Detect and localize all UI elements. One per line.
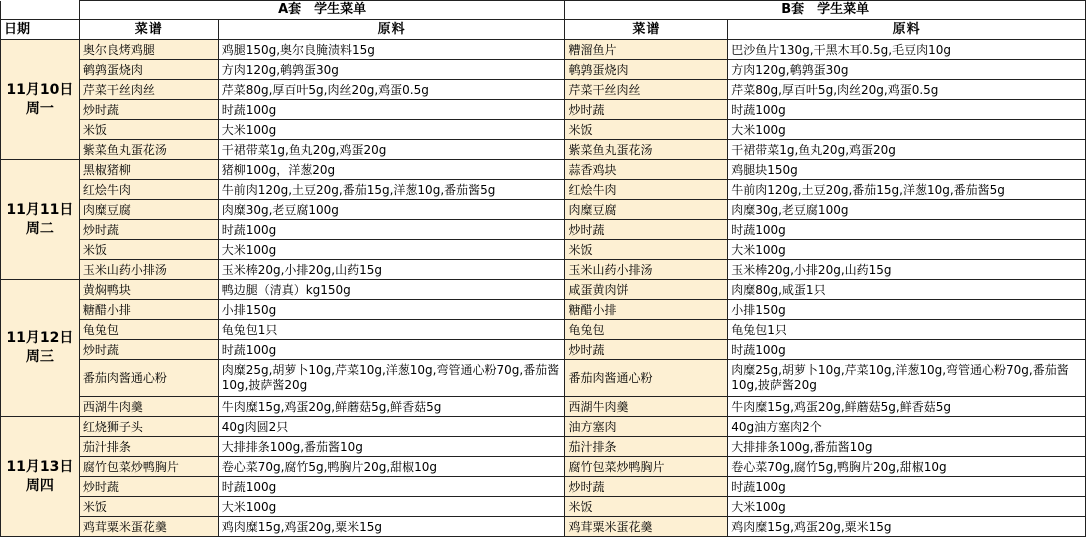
b-dish-cell[interactable]: 炒时蔬: [565, 340, 728, 360]
menu-row: [1, 417, 1086, 437]
menu-row: [1, 320, 1086, 340]
b-dish-cell[interactable]: 咸蛋黄肉饼: [565, 280, 728, 300]
a-ingredients-column-header[interactable]: 原料: [218, 20, 565, 40]
date-cell[interactable]: [1, 417, 80, 537]
b-dish-cell[interactable]: 紫菜鱼丸蛋花汤: [565, 140, 728, 160]
a-ingredients-cell[interactable]: 大排排条100g,番茄酱10g: [218, 437, 565, 457]
b-dish-cell[interactable]: 鹌鹑蛋烧肉: [565, 60, 728, 80]
menu-row: [1, 457, 1086, 477]
a-dish-cell[interactable]: 西湖牛肉羹: [79, 397, 218, 417]
weekday-label: 周四: [25, 477, 54, 494]
b-ingredients-cell[interactable]: 肉糜80g,咸蛋1只: [728, 280, 1086, 300]
b-ingredients-cell[interactable]: 鸡腿块150g: [728, 160, 1086, 180]
date-label: 11月12日: [6, 330, 74, 346]
date-label: 11月13日: [6, 458, 74, 475]
a-ingredients-cell[interactable]: 龟兔包1只: [218, 320, 565, 340]
a-dish-cell[interactable]: 红烩牛肉: [79, 180, 218, 200]
date-column-header[interactable]: 日期: [1, 20, 80, 40]
menu-row: [1, 360, 1086, 397]
a-dish-cell[interactable]: 玉米山药小排汤: [79, 260, 218, 280]
b-ingredients-cell[interactable]: 龟兔包1只: [728, 320, 1086, 340]
a-ingredients-cell[interactable]: 牛肉糜15g,鸡蛋20g,鲜蘑菇5g,鲜香菇5g: [218, 397, 565, 417]
menu-sheet-body: [1, 1, 1086, 537]
b-dish-cell[interactable]: 米饭: [565, 240, 728, 260]
b-ingredients-column-header[interactable]: 原料: [728, 20, 1086, 40]
menu-row: [1, 180, 1086, 200]
a-dish-cell[interactable]: 米饭: [79, 120, 218, 140]
a-dish-cell[interactable]: 红烧狮子头: [79, 417, 218, 437]
b-dish-cell[interactable]: 炒时蔬: [565, 100, 728, 120]
menu-row: [1, 160, 1086, 180]
b-ingredients-cell[interactable]: 小排150g: [728, 300, 1086, 320]
a-dish-cell[interactable]: 鸡茸粟米蛋花羹: [79, 517, 218, 537]
a-ingredients-cell[interactable]: 肉糜25g,胡萝卜10g,芹菜10g,洋葱10g,弯管通心粉70g,番茄酱10g,披萨酱20g: [218, 360, 565, 397]
menu-row: [1, 280, 1086, 300]
a-ingredients-cell[interactable]: 鸡肉糜15g,鸡蛋20g,粟米15g: [218, 517, 565, 537]
weekday-label: 周三: [25, 349, 54, 365]
b-dish-cell[interactable]: 肉糜豆腐: [565, 200, 728, 220]
title-row: [1, 1, 1086, 20]
b-dish-cell[interactable]: 龟兔包: [565, 320, 728, 340]
b-dish-cell[interactable]: 蒜香鸡块: [565, 160, 728, 180]
a-ingredients-cell[interactable]: 干裙带菜1g,鱼丸20g,鸡蛋20g: [218, 140, 565, 160]
menu-b-title[interactable]: B套 学生菜单: [565, 1, 1086, 20]
a-ingredients-cell[interactable]: 大米100g: [218, 120, 565, 140]
menu-row: [1, 260, 1086, 280]
date-label: 11月11日: [6, 201, 74, 218]
menu-row: [1, 397, 1086, 417]
b-ingredients-cell[interactable]: 大米100g: [728, 497, 1086, 517]
a-ingredients-cell[interactable]: 玉米棒20g,小排20g,山药15g: [218, 260, 565, 280]
b-dish-cell[interactable]: 油方塞肉: [565, 417, 728, 437]
b-dish-cell[interactable]: 米饭: [565, 497, 728, 517]
weekday-label: 周二: [25, 220, 54, 237]
menu-row: [1, 120, 1086, 140]
a-dish-cell[interactable]: 米饭: [79, 497, 218, 517]
a-dish-cell[interactable]: 炒时蔬: [79, 220, 218, 240]
b-ingredients-cell[interactable]: 肉糜25g,胡萝卜10g,芹菜10g,洋葱10g,弯管通心粉70g,番茄酱10g,披萨酱20g: [728, 360, 1086, 397]
a-ingredients-cell[interactable]: 大米100g: [218, 240, 565, 260]
b-dish-cell[interactable]: 糟溜鱼片: [565, 40, 728, 60]
b-ingredients-cell[interactable]: 芹菜80g,厚百叶5g,肉丝20g,鸡蛋0.5g: [728, 80, 1086, 100]
menu-row: [1, 477, 1086, 497]
a-dish-cell[interactable]: 黄焖鸭块: [79, 280, 218, 300]
a-ingredients-cell[interactable]: 方肉120g,鹌鹑蛋30g: [218, 60, 565, 80]
b-ingredients-cell[interactable]: 大米100g: [728, 120, 1086, 140]
b-dish-cell[interactable]: 炒时蔬: [565, 220, 728, 240]
corner-cell[interactable]: [1, 1, 80, 20]
b-ingredients-cell[interactable]: 大米100g: [728, 240, 1086, 260]
weekday-label: 周一: [25, 100, 54, 117]
menu-row: [1, 80, 1086, 100]
b-dish-cell[interactable]: 糖醋小排: [565, 300, 728, 320]
a-dish-cell[interactable]: 腐竹包菜炒鸭胸片: [79, 457, 218, 477]
menu-row: [1, 220, 1086, 240]
b-ingredients-cell[interactable]: 40g油方塞肉2个: [728, 417, 1086, 437]
b-ingredients-cell[interactable]: 干裙带菜1g,鱼丸20g,鸡蛋20g: [728, 140, 1086, 160]
menu-row: [1, 40, 1086, 60]
a-dish-cell[interactable]: 龟兔包: [79, 320, 218, 340]
date-cell[interactable]: [1, 40, 80, 160]
menu-row: [1, 60, 1086, 80]
b-ingredients-cell[interactable]: 鸡肉糜15g,鸡蛋20g,粟米15g: [728, 517, 1086, 537]
b-ingredients-cell[interactable]: 时蔬100g: [728, 340, 1086, 360]
a-ingredients-cell[interactable]: 芹菜80g,厚百叶5g,肉丝20g,鸡蛋0.5g: [218, 80, 565, 100]
a-ingredients-cell[interactable]: 猪柳100g，洋葱20g: [218, 160, 565, 180]
b-ingredients-cell[interactable]: 时蔬100g: [728, 100, 1086, 120]
b-ingredients-cell[interactable]: 大排排条100g,番茄酱10g: [728, 437, 1086, 457]
b-ingredients-cell[interactable]: 卷心菜70g,腐竹5g,鸭胸片20g,甜椒10g: [728, 457, 1086, 477]
a-ingredients-cell[interactable]: 40g肉圆2只: [218, 417, 565, 437]
menu-row: [1, 140, 1086, 160]
a-ingredients-cell[interactable]: 时蔬100g: [218, 100, 565, 120]
column-header-row: [1, 20, 1086, 40]
b-ingredients-cell[interactable]: 牛前肉120g,土豆20g,番茄15g,洋葱10g,番茄酱5g: [728, 180, 1086, 200]
date-cell[interactable]: [1, 280, 80, 417]
a-ingredients-cell[interactable]: 时蔬100g: [218, 220, 565, 240]
b-dish-cell[interactable]: 红烩牛肉: [565, 180, 728, 200]
menu-row: [1, 100, 1086, 120]
a-ingredients-cell[interactable]: 牛前肉120g,土豆20g,番茄15g,洋葱10g,番茄酱5g: [218, 180, 565, 200]
b-dish-cell[interactable]: 鸡茸粟米蛋花羹: [565, 517, 728, 537]
a-ingredients-cell[interactable]: 时蔬100g: [218, 477, 565, 497]
a-dish-cell[interactable]: 糖醋小排: [79, 300, 218, 320]
b-dish-cell[interactable]: 芹菜干丝肉丝: [565, 80, 728, 100]
a-ingredients-cell[interactable]: 大米100g: [218, 497, 565, 517]
a-dish-cell[interactable]: 番茄肉酱通心粉: [79, 360, 218, 397]
a-dish-cell[interactable]: 肉糜豆腐: [79, 200, 218, 220]
date-cell[interactable]: [1, 160, 80, 280]
a-ingredients-cell[interactable]: 时蔬100g: [218, 340, 565, 360]
a-dish-cell[interactable]: 米饭: [79, 240, 218, 260]
a-ingredients-cell[interactable]: 鸡腿150g,奥尔良腌渍料15g: [218, 40, 565, 60]
a-dish-cell[interactable]: 芹菜干丝肉丝: [79, 80, 218, 100]
a-dish-cell[interactable]: 黑椒猪柳: [79, 160, 218, 180]
b-ingredients-cell[interactable]: 玉米棒20g,小排20g,山药15g: [728, 260, 1086, 280]
a-dish-column-header[interactable]: 菜谱: [79, 20, 218, 40]
a-dish-cell[interactable]: 炒时蔬: [79, 340, 218, 360]
b-ingredients-cell[interactable]: 方肉120g,鹌鹑蛋30g: [728, 60, 1086, 80]
a-dish-cell[interactable]: 炒时蔬: [79, 477, 218, 497]
b-ingredients-cell[interactable]: 巴沙鱼片130g,干黑木耳0.5g,毛豆肉10g: [728, 40, 1086, 60]
menu-row: [1, 200, 1086, 220]
menu-row: [1, 517, 1086, 537]
menu-row: [1, 437, 1086, 457]
b-ingredients-cell[interactable]: 时蔬100g: [728, 220, 1086, 240]
a-dish-cell[interactable]: 奥尔良烤鸡腿: [79, 40, 218, 60]
b-dish-column-header[interactable]: 菜谱: [565, 20, 728, 40]
menu-a-title[interactable]: A套 学生菜单: [79, 1, 565, 20]
date-label: 11月10日: [6, 81, 74, 98]
b-dish-cell[interactable]: 炒时蔬: [565, 477, 728, 497]
menu-row: [1, 240, 1086, 260]
b-dish-cell[interactable]: 玉米山药小排汤: [565, 260, 728, 280]
b-dish-cell[interactable]: 米饭: [565, 120, 728, 140]
b-ingredients-cell[interactable]: 时蔬100g: [728, 477, 1086, 497]
menu-row: [1, 340, 1086, 360]
a-ingredients-cell[interactable]: 卷心菜70g,腐竹5g,鸭胸片20g,甜椒10g: [218, 457, 565, 477]
menu-row: [1, 497, 1086, 517]
b-dish-cell[interactable]: 腐竹包菜炒鸭胸片: [565, 457, 728, 477]
a-dish-cell[interactable]: 茄汁排条: [79, 437, 218, 457]
b-dish-cell[interactable]: 茄汁排条: [565, 437, 728, 457]
a-dish-cell[interactable]: 紫菜鱼丸蛋花汤: [79, 140, 218, 160]
a-dish-cell[interactable]: 鹌鹑蛋烧肉: [79, 60, 218, 80]
a-ingredients-cell[interactable]: 小排150g: [218, 300, 565, 320]
menu-row: [1, 300, 1086, 320]
b-ingredients-cell[interactable]: 肉糜30g,老豆腐100g: [728, 200, 1086, 220]
a-ingredients-cell[interactable]: 肉糜30g,老豆腐100g: [218, 200, 565, 220]
a-dish-cell[interactable]: 炒时蔬: [79, 100, 218, 120]
b-dish-cell[interactable]: 西湖牛肉羹: [565, 397, 728, 417]
a-ingredients-cell[interactable]: 鸭边腿（清真）kg150g: [218, 280, 565, 300]
b-ingredients-cell[interactable]: 牛肉糜15g,鸡蛋20g,鲜蘑菇5g,鲜香菇5g: [728, 397, 1086, 417]
b-dish-cell[interactable]: 番茄肉酱通心粉: [565, 360, 728, 397]
